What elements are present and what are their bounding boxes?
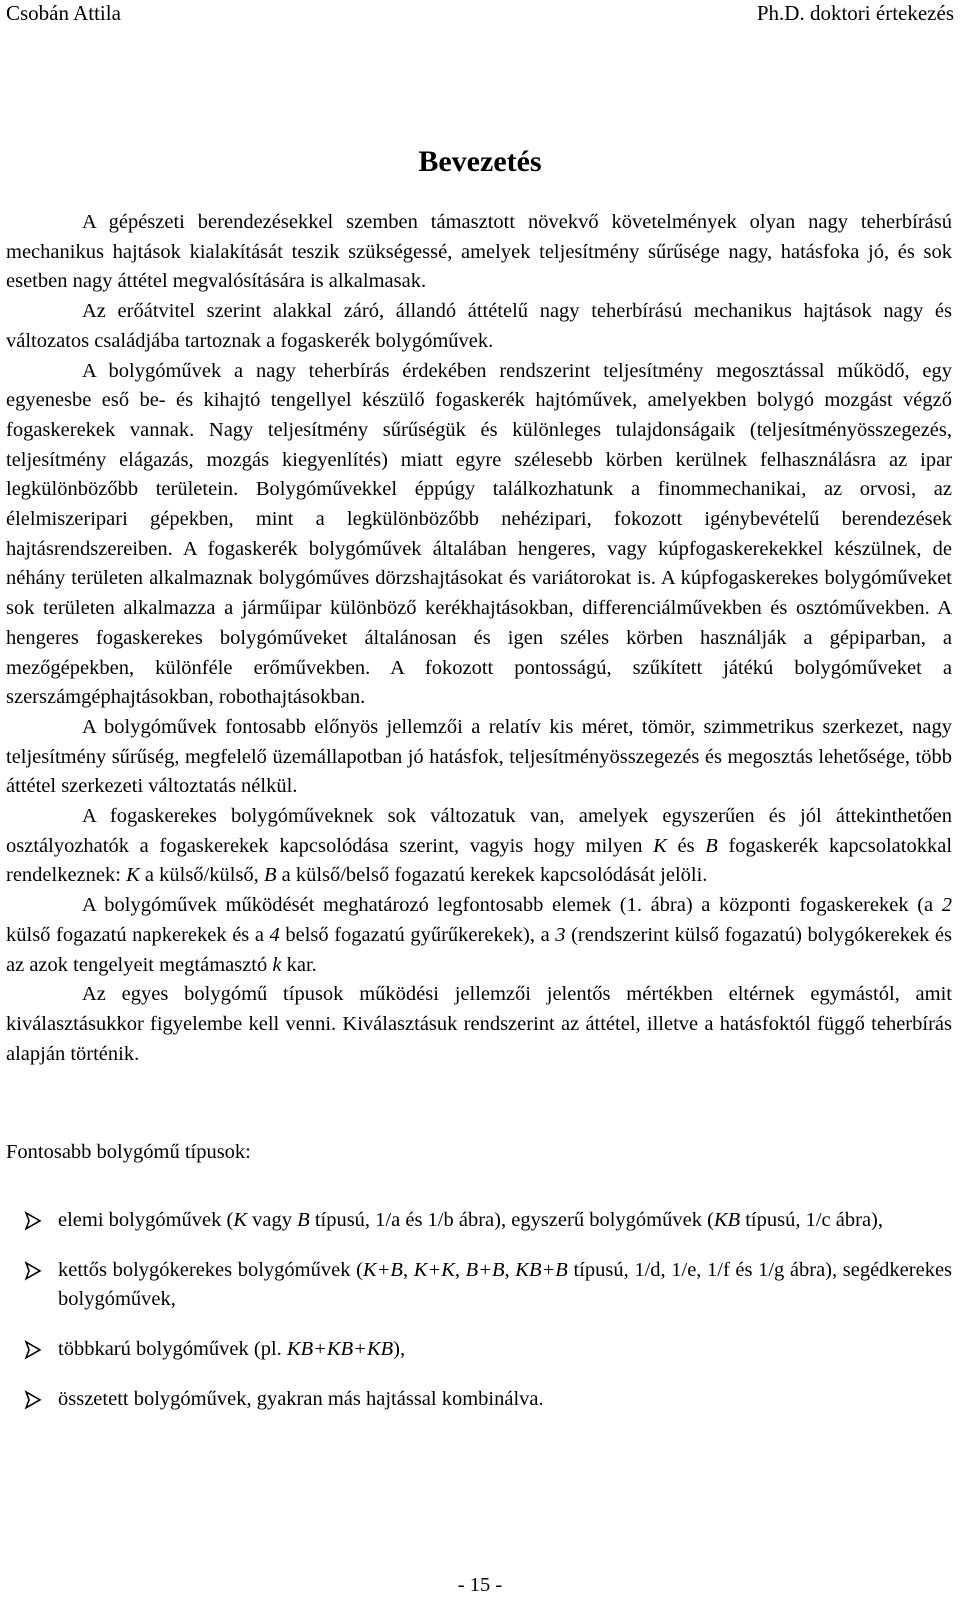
arrow-bullet-icon xyxy=(24,1206,44,1236)
item2-text-a: kettős bolygókerekes bolygóművek ( xyxy=(58,1258,363,1281)
item1-text-b: vagy xyxy=(247,1209,298,1231)
p5-text-e: a külső/belső fogazatú kerekek kapcsolódását jelöli. xyxy=(276,864,708,887)
item3-text-b: ), xyxy=(393,1338,406,1361)
p6-text-b: külső fogazatú napkerekek és a xyxy=(6,923,270,946)
p5-text-c: fogaskerék kapcsolatokkal rendelkeznek: xyxy=(6,834,953,887)
list-item xyxy=(6,1385,952,1415)
item3-text-a: többkarú bolygóművek (pl. xyxy=(58,1338,287,1361)
p6-text-a: A bolygóművek működését meghatározó legfontosabb elemek (1. ábra) a központi fogaskerekek (a xyxy=(82,894,942,917)
item2-sep-3: , xyxy=(504,1258,516,1281)
item1-symbol-kb: KB xyxy=(713,1209,741,1231)
paragraph-7: Az egyes bolygómű típusok működési jellemzői jelentős mértékben eltérnek egymástól, amit kiválasztásukkor figyelembe kell venni. Kiválasztásuk rendszerint az áttétel, illetve a hatásfoktól függő teherbírás alapján történik. xyxy=(6,983,952,1065)
p6-number-4: 4 xyxy=(269,923,280,946)
item1-symbol-b: B xyxy=(297,1209,310,1231)
page-number: - 15 - xyxy=(457,1574,503,1596)
item3-type: KB+KB+KB xyxy=(286,1338,394,1361)
item1-text-a: elemi bolygóművek ( xyxy=(58,1209,234,1231)
list-item xyxy=(6,1256,952,1315)
item2-type-1: K+B xyxy=(362,1258,403,1281)
p6-number-2: 2 xyxy=(941,894,952,917)
item2-sep-1: , xyxy=(402,1258,414,1281)
p5-text-d: a külső/külső, xyxy=(139,864,264,887)
header-author: Csobán Attila xyxy=(6,1,121,25)
item4-text: összetett bolygóművek, gyakran más hajtással kombinálva. xyxy=(58,1387,544,1410)
p6-text-d: (rendszerint külső fogazatú) bolygókerekek és az azok tengelyeit megtámasztó xyxy=(6,923,953,976)
p6-number-3: 3 xyxy=(555,923,566,946)
paragraph-6 xyxy=(6,891,952,980)
p6-symbol-k: k xyxy=(272,953,282,976)
p6-text-c: belső fogazatú gyűrűkerekek), a xyxy=(279,923,556,946)
item1-symbol-k: K xyxy=(233,1209,248,1231)
list-item xyxy=(6,1206,952,1236)
types-list xyxy=(6,1206,952,1415)
p5-symbol-b: B xyxy=(705,834,718,857)
header-doc-type: Ph.D. doktori értekezés xyxy=(756,1,954,25)
item2-sep-2: , xyxy=(454,1258,466,1281)
item2-type-2: K+K xyxy=(413,1258,455,1281)
arrow-bullet-icon xyxy=(24,1256,44,1286)
p5-symbol-k-2: K xyxy=(126,864,140,887)
p5-text-b: és xyxy=(666,834,706,857)
item2-text-b: típusú, 1/d, 1/e, 1/f és 1/g ábra), segédkerekes bolygóművek, xyxy=(58,1258,953,1311)
paragraph-1: A gépészeti berendezésekkel szemben támasztott növekvő követelmények olyan nagy teherbírású mechanikus hajtások kialakítását teszik szükségessé, amelyek teljesítmény sűrűsége nagy, hatásfoka jó, és sok esetben nagy áttétel megvalósítására is alkalmasak. xyxy=(6,211,952,293)
paragraph-4: A bolygóművek fontosabb előnyös jellemzői a relatív kis méret, tömör, szimmetrikus szerkezet, nagy teljesítmény sűrűség, megfelelő üzemállapotban jó hatásfok, teljesítményösszegezés és megosztás lehetősége, több áttétel szerkezeti változtatás nélkül. xyxy=(6,715,952,798)
p5-symbol-k: K xyxy=(653,834,667,857)
p5-text-a: A fogaskerekes bolygóműveknek sok változatuk van, amelyek egyszerűen és jól áttekinthetően osztályozhatók a fogaskerekek kapcsolódása szerint, vagyis hogy milyen xyxy=(6,805,952,857)
paragraph-2: Az erőátvitel szerint alakkal záró, állandó áttételű nagy teherbírású mechanikus hajtások nagy és változatos családjába tartoznak a fogaskerék bolygóművek. xyxy=(6,300,952,352)
item1-text-c: típusú, 1/a és 1/b ábra), egyszerű bolygóművek ( xyxy=(309,1209,714,1231)
page-title: Bevezetés xyxy=(418,145,542,178)
arrow-bullet-icon xyxy=(24,1385,44,1415)
item1-text-d: típusú, 1/c ábra), xyxy=(740,1209,883,1231)
item2-type-3: B+B xyxy=(465,1258,505,1281)
item2-type-4: KB+B xyxy=(515,1258,568,1281)
paragraph-5 xyxy=(6,802,952,891)
page-header xyxy=(6,0,954,26)
list-item xyxy=(6,1335,952,1365)
arrow-bullet-icon xyxy=(24,1335,44,1365)
p6-text-e: kar. xyxy=(281,953,317,976)
paragraph-3: A bolygóművek a nagy teherbírás érdekében rendszerint teljesítmény megosztással működő, egy egyenesbe eső be- és kihajtó tengellyel készülő fogaskerék hajtóművek, amelyekben bolygó mozgást végző fogaskerekek vannak. Nagy teljesítmény sűrűségük és különleges tulajdonságaik (teljesítményösszegezés, teljesítmény elágazás, mozgás kiegyenlítés) miatt egyre szélesebb körben kerülnek felhasználásra az ipar legkülönbözőbb területein. Bolygóművekkel éppúgy találkozhatunk a finommechanikai, az orvosi, az élelmiszeripari gépekben, mint a legkülönbözőbb nehézipari, fokozott igénybevételű berendezések hajtásrendszereiben. A fogaskerék bolygóművek általában hengeres, vagy kúpfogaskerekekkel készülnek, de néhány területen alkalmaznak bolygóműves dörzshajtásokat és variátorokat is. A kúpfogaskerekes bolygóműveket sok területen alkalmazza a járműipar különböző kerékhajtásokban, differenciálművekben és osztóművekben. A hengeres fogaskerekes bolygóműveket általánosan és igen széles körben használják a gépiparban, a mezőgépekben, különféle erőművekben. A fokozott pontosságú, szűkített játékú bolygóműveket a szerszámgéphajtásokban, robothajtásokban. xyxy=(6,359,952,709)
p5-symbol-b-2: B xyxy=(263,864,277,887)
body-text xyxy=(6,208,952,1069)
types-heading: Fontosabb bolygómű típusok: xyxy=(6,1141,251,1163)
